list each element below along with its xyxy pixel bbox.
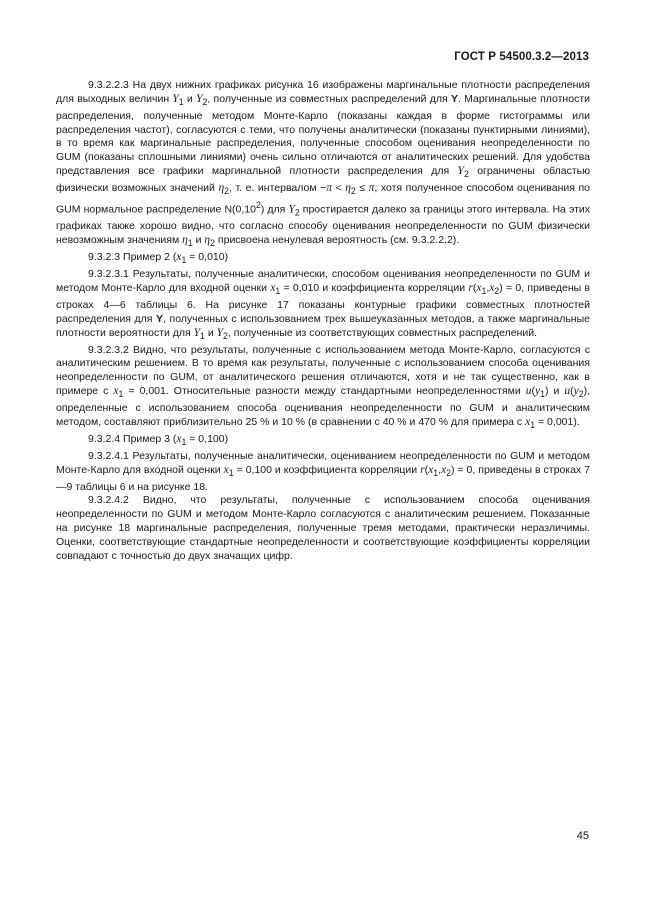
page-number: 45 (576, 830, 589, 842)
paragraph: 9.3.2.4.1 Результаты, полученные аналитически, оцениванием неопределенности по GUM и методом Монте-Карло для входной оценки $x_1 = 0,100$ и коэффициента корреляции $r(x_1,x_2) = 0$, приведены в строках 7—9 таблицы 6 и на рисунке 18. (56, 449, 590, 493)
paragraph: 9.3.2.3.1 Результаты, полученные аналитически, способом оценивания неопределенности по GUM и методом Монте-Карло для входной оценки $x_1 = 0,010$ и коэффициента корреляции $r(x_1,x_2) = 0$, приведены в строках 4—6 таблицы 6. На рисунке 17 показаны контурные графики совместных плотностей распределения для Y, полученных с использованием трех вышеуказанных методов, а также маргинальные плотности вероятности для $Y_1$ и $Y_2$, полученные из соответствующих совместных распределений. (56, 268, 591, 341)
document-id: ГОСТ Р 54500.3.2—2013 (454, 51, 589, 63)
paragraph: 9.3.2.2.3 На двух нижних графиках рисунка 16 изображены маргинальные плотности распределения для выходных величин $Y_1$ и $Y_2$, полученные из совместных распределений для Y. Маргинальные плотности распределения, полученные методом Монте-Карло (показаны каждая в форме гистограммы или распределения частот), согласуются с теми, что получены аналитически (показаны пунктирными линиями), в то время как маргинальные распределения, полученные способом оценивания неопределенности по GUM (показаны сплошными линиями) очень сильно отличаются от аналитических решений. Для удобства представления все графики маргинальной плотности распределения для $Y_2$ ограничены областью физически возможных значений $\eta_2$, т. е. интервалом $-\pi < \eta_2 \le \pi$, хотя полученное способом оценивания по GUM нормальное распределение N(0,10$^2$) для $Y_2$ простирается далеко за границы этого интервала. На этих графиках также хорошо видно, что согласно способу оценивания неопределенности по GUM физически невозможным значениям $\eta_1$ и $\eta_2$ присвоена ненулевая вероятность (см. 9.3.2.2.2). (56, 79, 590, 249)
paragraph: 9.3.2.4.2 Видно, что результаты, полученные с использованием способа оценивания неопределенности по GUM и методом Монте-Карло согласуются с аналитическим решением. Показанные на рисунке 18 маргинальные распределения, полученные тремя методами, практически неразличимы. Оценки, соответствующие стандартные неопределенности и соответствующие коэффициенты корреляции совпадают с точностью до двух значащих цифр. (56, 494, 590, 562)
section-heading: 9.3.2.3 Пример 2 $(x_1 = 0,010)$ (88, 251, 229, 266)
paragraph: 9.3.2.3.2 Видно, что результаты, полученные с использованием метода Монте-Карло, согласуются с аналитическим решением. В то время как результаты, полученные с использованием способа оценивания неопределенности по GUM, от аналитического решения отличаются, хотя и не так существенно, как в примере с $x_1 = 0,001$. Относительные разности между стандартными неопределенностями $u(y_1)$ и $u(y_2)$, определенные с использованием способа оценивания неопределенности по GUM и аналитическим методом, составляют приблизительно 25 % и 10 % (в сравнении с 40 % и 470 % для примера с $x_1 = 0,001$). (56, 343, 590, 430)
body-text (56, 79, 590, 564)
section-heading: 9.3.2.4 Пример 3 $(x_1 = 0,100)$ (88, 432, 229, 447)
